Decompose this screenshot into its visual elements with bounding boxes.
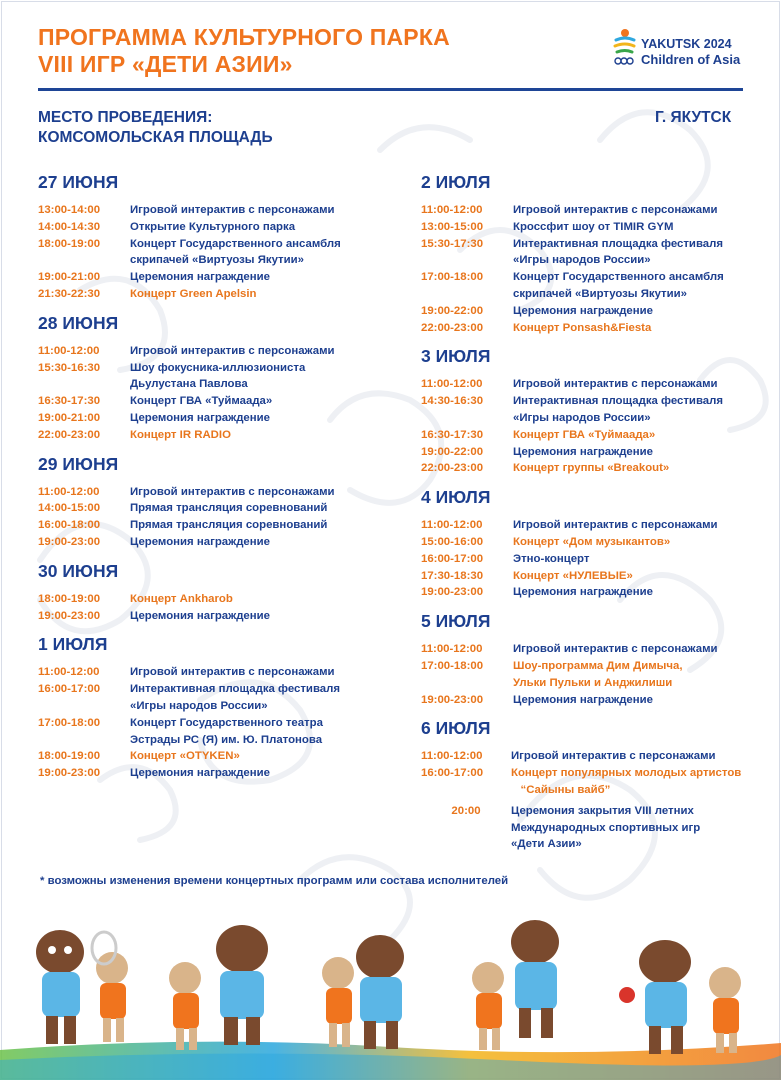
schedule-row [421, 641, 766, 658]
city-label: Г. ЯКУТСК [655, 109, 732, 126]
day-title: 29 ИЮНЯ [38, 453, 119, 474]
event-title: Игровой интерактив с персонажами [511, 750, 716, 763]
event-title: Церемония награждение [513, 304, 653, 317]
event-time: 15:30-16:30 [38, 361, 101, 374]
event-time: 18:00-19:00 [38, 750, 101, 763]
schedule-row [38, 681, 383, 715]
event-title: Игровой интерактив с персонажами [130, 204, 335, 216]
event-time: 22:00-23:00 [421, 321, 484, 334]
logo-name-text: Children of Asia [641, 52, 741, 67]
event-title: Концерт «OTYKEN» [130, 750, 240, 763]
day-title: 2 ИЮЛЯ [421, 172, 491, 192]
schedule-row [38, 765, 383, 782]
event-title: Концерт Государственного театра Эстрады РС (Я) им. Ю. Платонова [130, 716, 323, 746]
schedule-row-concert [421, 534, 766, 551]
title-line: VIII ИГР «ДЕТИ АЗИИ» [38, 51, 293, 77]
event-time: 19:00-21:00 [38, 271, 101, 284]
day-title: 27 ИЮНЯ [38, 172, 119, 192]
day-block-28-june [38, 312, 383, 444]
day-title: 1 ИЮЛЯ [38, 634, 108, 655]
event-title: Открытие Культурного парка [130, 220, 296, 233]
day-block-1-july [38, 633, 383, 782]
snow-leopard-mascot [709, 967, 741, 1053]
mammoth-mascot [511, 920, 559, 1038]
schedule-row-concert [421, 427, 766, 444]
event-title: Кроссфит шоу от TIMIR GYM [513, 220, 674, 233]
schedule-row [38, 534, 383, 551]
event-time: 19:00-23:00 [421, 586, 484, 599]
schedule-row [421, 517, 766, 534]
event-time: 16:30-17:30 [38, 395, 101, 408]
schedule-row [421, 803, 766, 853]
schedule-row [421, 748, 766, 765]
schedule-row-concert [421, 568, 766, 585]
event-title: Церемония награждение [513, 586, 653, 599]
event-time: 11:00-12:00 [421, 643, 483, 656]
event-title: Игровой интерактив с персонажами [130, 666, 335, 679]
schedule-row [38, 202, 383, 219]
event-title: Игровой интерактив с персонажами [513, 519, 718, 532]
event-title: Игровой интерактив с персонажами [513, 378, 718, 391]
event-time: 19:00-23:00 [38, 535, 101, 548]
schedule-row-concert [421, 765, 766, 799]
schedule-row-concert [421, 460, 766, 477]
mascot-characters-illustration [0, 915, 781, 1080]
day-title: 3 ИЮЛЯ [421, 346, 491, 367]
schedule-row [38, 393, 383, 410]
event-title: Концерт Green Apelsin [130, 287, 257, 300]
schedule-row [38, 664, 383, 681]
venue-heading [38, 108, 273, 148]
event-time: 17:00-18:00 [421, 271, 484, 284]
event-time: 19:00-22:00 [421, 304, 484, 317]
mammoth-mascot [356, 935, 404, 1049]
event-time: 19:00-23:00 [38, 767, 101, 780]
day-block-3-july [421, 345, 766, 477]
event-title: Церемония награждение [130, 609, 270, 622]
schedule-row [38, 410, 383, 427]
event-title: Церемония награждение [513, 445, 653, 458]
event-title: Концерт популярных молодых артистов “Сайыны вайб” [511, 767, 742, 796]
schedule-row [38, 219, 383, 236]
schedule-row-concert [421, 658, 766, 692]
event-title: Игровой интерактив с персонажами [130, 344, 335, 357]
schedule-row-concert [38, 286, 383, 303]
title-line: ПРОГРАММА КУЛЬТУРНОГО ПАРКА [38, 24, 450, 50]
schedule-row [421, 584, 766, 601]
event-time: 16:00-17:00 [421, 552, 484, 565]
event-title: Концерт ГВА «Туймаада» [130, 395, 273, 408]
event-time: 11:00-12:00 [38, 485, 100, 498]
day-block-27-june [38, 171, 383, 303]
event-title: Прямая трансляция соревнований [130, 502, 328, 515]
schedule-row [38, 500, 383, 517]
event-title: Шоу-программа Дим Димыча, Ульки Пульки и Анджилиши [513, 659, 683, 689]
event-title: Концерт «Дом музыкантов» [513, 535, 671, 548]
event-title: Концерт IR RADIO [130, 428, 231, 441]
event-title: Церемония награждение [130, 271, 270, 284]
day-block-4-july [421, 486, 766, 601]
schedule-row [421, 202, 766, 219]
event-time: 19:00-21:00 [38, 411, 101, 424]
event-title: Интерактивная площадка фестиваля «Игры народов России» [130, 683, 341, 712]
day-block-2-july [421, 171, 766, 336]
footnote: * возможны изменения времени концертных программ или состава исполнителей [40, 875, 509, 887]
schedule-row [421, 269, 766, 303]
event-time: 16:00-17:00 [421, 767, 484, 780]
event-time: 19:00-22:00 [421, 445, 484, 458]
event-time: 18:00-19:00 [38, 592, 101, 605]
event-time: 21:30-22:30 [38, 287, 101, 300]
schedule-row [38, 608, 383, 625]
schedule-column-left [38, 171, 383, 791]
schedule-row [38, 343, 383, 360]
event-time: 17:00-18:00 [421, 659, 484, 672]
schedule-column-right [421, 171, 766, 862]
venue-line: КОМСОМОЛЬСКАЯ ПЛОЩАДЬ [38, 129, 273, 146]
event-time: 17:00-18:00 [38, 716, 101, 729]
event-time: 14:00-14:30 [38, 220, 101, 233]
schedule-row-concert [38, 591, 383, 608]
event-time: 17:30-18:30 [421, 569, 484, 582]
event-time: 11:00-12:00 [38, 666, 100, 679]
mammoth-mascot [619, 940, 691, 1054]
event-time: 11:00-12:00 [421, 204, 483, 216]
logo-year-text: YAKUTSK 2024 [641, 37, 732, 51]
event-time: 16:00-18:00 [38, 519, 101, 532]
event-time: 22:00-23:00 [38, 428, 101, 441]
day-block-30-june [38, 560, 383, 625]
event-time: 18:00-19:00 [38, 237, 101, 250]
event-time: 19:00-23:00 [38, 609, 101, 622]
event-time: 13:00-14:00 [38, 204, 101, 216]
event-title: Церемония награждение [130, 411, 270, 424]
snow-leopard-mascot [472, 962, 504, 1050]
schedule-row [421, 444, 766, 461]
snow-leopard-mascot [322, 957, 354, 1047]
schedule-row [38, 715, 383, 749]
mammoth-mascot [36, 930, 84, 1044]
games-logo [610, 28, 750, 72]
event-title: Церемония награждение [513, 693, 653, 706]
event-title: Концерт Государственного ансамбля скрипачей «Виртуозы Якутии» [130, 237, 341, 267]
snow-leopard-mascot [92, 932, 128, 1042]
event-time: 16:30-17:30 [421, 428, 484, 441]
event-time: 13:00-15:00 [421, 220, 484, 233]
event-time: 11:00-12:00 [421, 378, 483, 391]
event-time: 11:00-12:00 [421, 519, 483, 532]
event-title: Интерактивная площадка фестиваля «Игры народов России» [513, 395, 724, 424]
mammoth-mascot [216, 925, 268, 1045]
event-time: 14:00-15:00 [38, 502, 101, 515]
event-title: Концерт Ponsash&Fiesta [513, 321, 652, 334]
event-time: 14:30-16:30 [421, 395, 484, 408]
schedule-row [421, 236, 766, 270]
event-time: 11:00-12:00 [38, 344, 100, 357]
event-title: Церемония закрытия VIII летних Международных спортивных игр «Дети Азии» [511, 804, 701, 851]
snow-leopard-mascot [169, 962, 201, 1050]
event-title: Концерт Государственного ансамбля скрипачей «Виртуозы Якутии» [513, 271, 724, 300]
header-rule [38, 88, 743, 91]
schedule-row [38, 269, 383, 286]
event-time: 22:00-23:00 [421, 462, 484, 475]
schedule-row [38, 236, 383, 270]
schedule-row [421, 551, 766, 568]
event-title: Игровой интерактив с персонажами [130, 485, 335, 498]
event-title: Концерт «НУЛЕВЫЕ» [513, 569, 633, 582]
event-title: Церемония награждение [130, 535, 270, 548]
day-title: 4 ИЮЛЯ [421, 487, 491, 508]
event-time: 15:00-16:00 [421, 535, 484, 548]
event-title: Игровой интерактив с персонажами [513, 204, 718, 216]
venue-line: МЕСТО ПРОВЕДЕНИЯ: [38, 109, 213, 126]
event-time: 16:00-17:00 [38, 683, 101, 696]
event-time: 19:00-23:00 [421, 693, 484, 706]
event-title: Интерактивная площадка фестиваля «Игры народов России» [513, 237, 724, 267]
torch-figure-logo-icon [610, 28, 638, 68]
schedule-row [421, 219, 766, 236]
event-title: Концерт Ankharob [130, 592, 233, 605]
schedule-row-concert [421, 320, 766, 337]
event-title: Концерт группы «Breakout» [513, 462, 670, 475]
schedule-row-concert [38, 427, 383, 444]
event-title: Прямая трансляция соревнований [130, 519, 328, 532]
day-title: 30 ИЮНЯ [38, 560, 119, 581]
event-title: Шоу фокусника-иллюзиониста Дьулустана Павлова [130, 361, 306, 391]
event-title: Этно-концерт [513, 552, 590, 565]
day-block-5-july [421, 610, 766, 708]
schedule-row [38, 517, 383, 534]
day-block-6-july [421, 717, 766, 853]
event-time: 11:00-12:00 [421, 750, 483, 763]
event-title: Концерт ГВА «Туймаада» [513, 428, 656, 441]
event-time: 20:00 [451, 804, 481, 817]
day-block-29-june [38, 453, 383, 551]
schedule-row [38, 484, 383, 501]
day-title: 6 ИЮЛЯ [421, 718, 491, 739]
schedule-row [421, 303, 766, 320]
schedule-row [38, 360, 383, 394]
event-title: Игровой интерактив с персонажами [513, 643, 718, 656]
schedule-row-concert [38, 748, 383, 765]
event-title: Церемония награждение [130, 767, 270, 780]
schedule-row [421, 393, 766, 427]
schedule-row [421, 376, 766, 393]
day-title: 28 ИЮНЯ [38, 312, 119, 333]
poster-title [38, 24, 450, 78]
event-time: 15:30-17:30 [421, 237, 484, 250]
day-title: 5 ИЮЛЯ [421, 611, 491, 632]
schedule-row [421, 692, 766, 709]
